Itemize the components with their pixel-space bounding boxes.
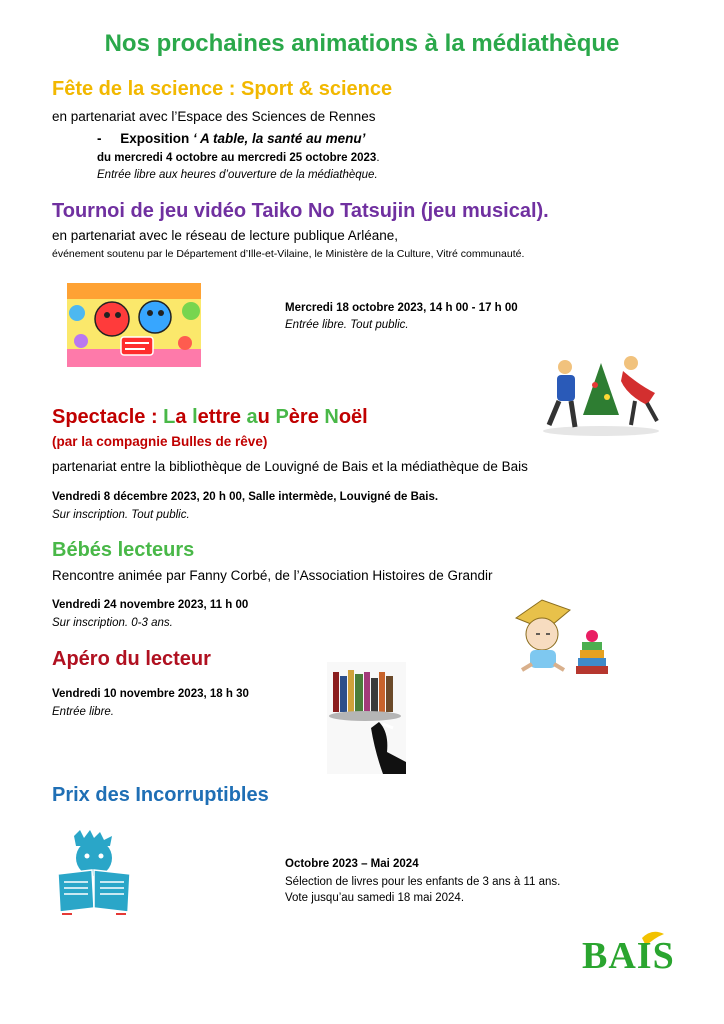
prix-line1: Sélection de livres pour les enfants de 3 ans à 11 ans. bbox=[285, 876, 561, 888]
science-expo bbox=[97, 131, 365, 146]
apero-when: Vendredi 10 novembre 2023, 18 h 30 bbox=[52, 688, 249, 700]
apero-title: Apéro du lecteur bbox=[52, 648, 211, 670]
science-expo-title: ‘ A table, la santé au menu’ bbox=[193, 131, 366, 146]
spectacle-title-part: ère bbox=[288, 406, 325, 428]
spectacle-partner: partenariat entre la bibliothèque de Louvigné de Bais et la médiathèque de Bais bbox=[52, 459, 528, 474]
spectacle-title-part: a bbox=[175, 406, 193, 428]
bebes-illustration bbox=[512, 596, 614, 686]
taiko-when: Mercredi 18 octobre 2023, 14 h 00 - 17 h 00 bbox=[285, 302, 518, 314]
spectacle-title-part: P bbox=[275, 406, 289, 428]
prix-when: Octobre 2023 – Mai 2024 bbox=[285, 858, 419, 870]
science-bullet: - bbox=[97, 131, 102, 146]
spectacle-note: Sur inscription. Tout public. bbox=[52, 509, 190, 521]
spectacle-title-part: l bbox=[192, 406, 198, 428]
spectacle-photo bbox=[535, 345, 667, 437]
spectacle-title-part: L bbox=[163, 406, 176, 428]
taiko-support: événement soutenu par le Département d’Ille-et-Vilaine, le Ministère de la Culture, Vitré communauté. bbox=[52, 248, 525, 260]
science-note: Entrée libre aux heures d’ouverture de la médiathèque. bbox=[97, 169, 378, 181]
prix-reader-illustration bbox=[52, 830, 136, 916]
spectacle-title bbox=[52, 406, 368, 429]
apero-note: Entrée libre. bbox=[52, 706, 115, 718]
taiko-partner: en partenariat avec le réseau de lecture publique Arléane, bbox=[52, 228, 398, 243]
bais-logo bbox=[580, 928, 676, 982]
spectacle-title-part: Spectacle : bbox=[52, 406, 164, 428]
science-dates-line bbox=[97, 152, 380, 164]
spectacle-title-part: oël bbox=[338, 406, 368, 428]
taiko-game-image bbox=[67, 283, 201, 367]
spectacle-title-part: ettre bbox=[197, 406, 247, 428]
apero-books-image bbox=[327, 662, 406, 774]
taiko-title: Tournoi de jeu vidéo Taiko No Tatsujin (jeu musical). bbox=[52, 200, 549, 222]
bebes-title: Bébés lecteurs bbox=[52, 539, 195, 561]
bais-logo-text: BAIS bbox=[582, 935, 675, 977]
taiko-note: Entrée libre. Tout public. bbox=[285, 319, 409, 331]
prix-title: Prix des Incorruptibles bbox=[52, 784, 269, 806]
bebes-desc: Rencontre animée par Fanny Corbé, de l’Association Histoires de Grandir bbox=[52, 568, 493, 583]
bebes-when: Vendredi 24 novembre 2023, 11 h 00 bbox=[52, 599, 249, 611]
science-title: Fête de la science : Sport & science bbox=[52, 78, 393, 100]
spectacle-title-part: u bbox=[257, 406, 276, 428]
bebes-note: Sur inscription. 0-3 ans. bbox=[52, 617, 173, 629]
spectacle-title-part: a bbox=[246, 406, 258, 428]
spectacle-company: (par la compagnie Bulles de rêve) bbox=[52, 434, 268, 449]
spectacle-when: Vendredi 8 décembre 2023, 20 h 00, Salle intermède, Louvigné de Bais. bbox=[52, 491, 439, 503]
prix-line2: Vote jusqu’au samedi 18 mai 2024. bbox=[285, 892, 465, 904]
spectacle-title-part: N bbox=[324, 406, 339, 428]
science-dates-end: . bbox=[376, 152, 380, 164]
science-dates: du mercredi 4 octobre au mercredi 25 octobre 2023 bbox=[97, 152, 377, 164]
science-partner: en partenariat avec l’Espace des Sciences de Rennes bbox=[52, 109, 376, 124]
science-expo-prefix: Exposition bbox=[120, 131, 190, 146]
page-title: Nos prochaines animations à la médiathèque bbox=[104, 30, 620, 57]
